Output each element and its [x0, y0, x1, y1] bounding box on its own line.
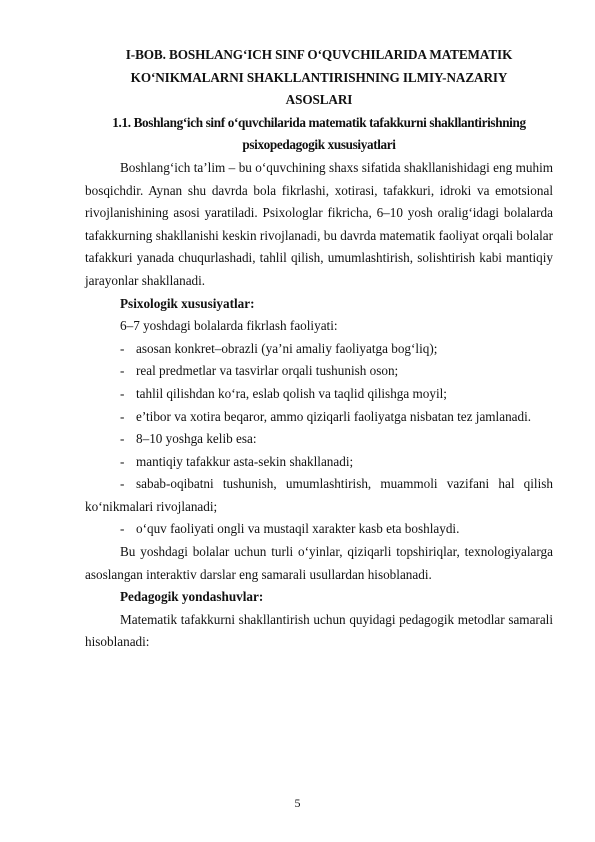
- list-item-text: e’tibor va xotira beqaror, ammo qiziqarli faoliyatga nisbatan tez jamlanadi.: [136, 408, 532, 424]
- list-item: [85, 338, 553, 361]
- chapter-title: I-BOB. BOSHLANG‘ICH SINF O‘QUVCHILARIDA MATEMATIK KO‘NIKMALARNI SHAKLLANTIRISHNING ILMIY-NAZARIY ASOSLARI: [125, 47, 513, 108]
- list-item-text: sabab-oqibatni tushunish, umumlashtirish, muammoli vazifani hal qilish ko‘nikmalari rivojlanadi;: [85, 476, 553, 514]
- intro-paragraph: Boshlang‘ich ta’lim – bu o‘quvchining shaxs sifatida shakllanishidagi eng muhim bosqichdir. Aynan shu davrda bola fikrlashi, xotirasi, tafakkuri, idroki va emotsional rivojlanishining asosi yaratiladi. Psixologlar fikricha, 6–10 yosh oralig‘idagi bolalarda tafakkurning shakllanishi keskin rivojlanadi, bu davrda matematik faoliyat orqali bolalar tafakkuri yanada chuqurlashadi, tahlil qilish, umumlashtirish, solishtirish kabi mantiqiy jarayonlar shakllanadi.: [85, 159, 553, 288]
- dash-marker: -: [120, 431, 125, 447]
- dash-marker: -: [120, 340, 125, 356]
- dash-marker: -: [120, 363, 125, 379]
- list-item: [85, 428, 553, 451]
- list-item-text: asosan konkret–obrazli (ya’ni amaliy faoliyatga bog‘liq);: [136, 340, 438, 356]
- list-item-text: real predmetlar va tasvirlar orqali tushunish oson;: [136, 363, 399, 379]
- dash-marker: -: [120, 453, 125, 469]
- list-item: [85, 473, 553, 518]
- dash-marker: -: [120, 385, 125, 401]
- page-content: [85, 44, 553, 654]
- list-item-text: mantiqiy tafakkur asta-sekin shakllanadi;: [136, 453, 354, 469]
- dash-marker: -: [120, 521, 125, 537]
- list-item-text: o‘quv faoliyati ongli va mustaqil xarakter kasb eta boshlaydi.: [136, 521, 460, 537]
- list-item-text: tahlil qilishdan ko‘ra, eslab qolish va taqlid qilishga moyil;: [136, 385, 447, 401]
- age-6-7-label: 6–7 yoshdagi bolalarda fikrlash faoliyati:: [120, 318, 338, 334]
- age-paragraph: Bu yoshdagi bolalar uchun turli o‘yinlar, qiziqarli topshiriqlar, texnologiyalarga asoslangan interaktiv darslar eng samarali usullardan hisoblanadi.: [85, 544, 553, 582]
- pedagogical-heading: Pedagogik yondashuvlar:: [120, 589, 264, 605]
- age-8-10-label: 8–10 yoshga kelib esa:: [136, 431, 257, 447]
- dash-marker: -: [120, 408, 125, 424]
- pedagogical-paragraph: Matematik tafakkurni shakllantirish uchun quyidagi pedagogik metodlar samarali hisoblanadi:: [85, 611, 553, 650]
- page-number: 5: [294, 796, 301, 810]
- psychological-heading: Psixologik xususiyatlar:: [120, 295, 255, 311]
- list-item: [85, 383, 553, 406]
- dash-marker: -: [120, 476, 125, 492]
- section-title: 1.1. Boshlang‘ich sinf o‘quvchilarida matematik tafakkurni shakllantirishning psixopedagogik xususiyatlari: [112, 114, 526, 153]
- list-item: [85, 360, 553, 383]
- list-item: [85, 518, 553, 541]
- list-item: [85, 406, 553, 429]
- list-item: [85, 451, 553, 474]
